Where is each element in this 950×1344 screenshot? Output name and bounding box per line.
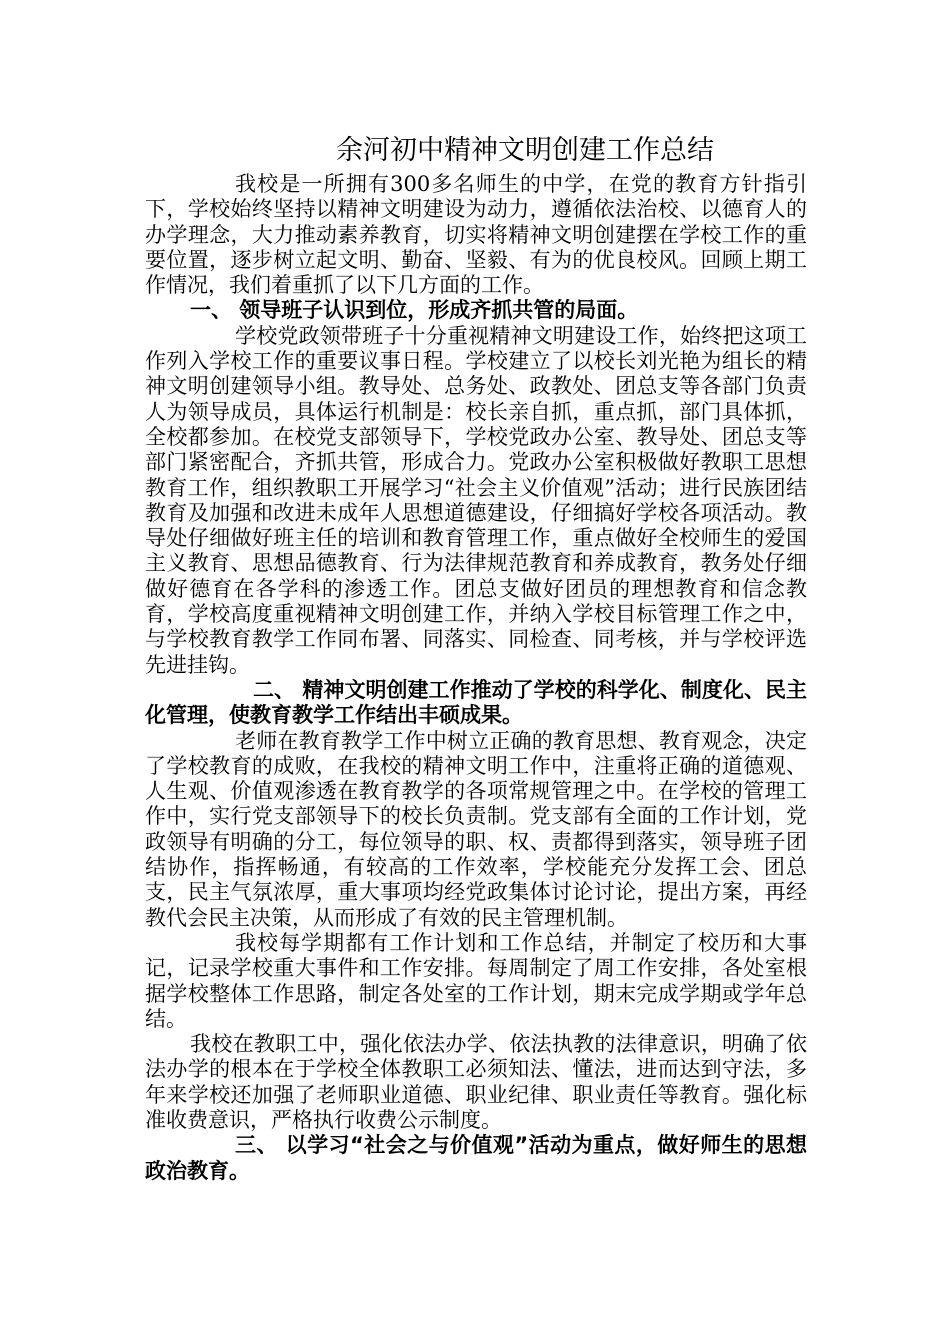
section-2-paragraph-3: 我校在教职工中，强化依法办学、依法执教的法律意识，明确了依法办学的根本在于学校全体教职工必须知法、懂法，进而达到守法，多年来学校还加强了老师职业道德、职业纪律、职业责任等教育。强化标准收费意识，严格执行收费公示制度。: [145, 1032, 807, 1132]
section-heading-2: 二、 精神文明创建工作推动了学校的科学化、制度化、民主化管理，使教育教学工作结出丰硕成果。: [145, 677, 807, 728]
section-2-paragraph-1: 老师在教育教学工作中树立正确的教育思想、教育观念，决定了学校教育的成败，在我校的精神文明工作中，注重将正确的道德观、人生观、价值观渗透在教育教学的各项常规管理之中。在学校的管理工作中，实行党支部领导下的校长负责制。党支部有全面的工作计划，党政领导有明确的分工，每位领导的职、权、责都得到落实，领导班子团结协作，指挥畅通，有较高的工作效率，学校能充分发挥工会、团总支，民主气氛浓厚，重大事项均经党政集体讨论讨论，提出方案，再经教代会民主决策，从而形成了有效的民主管理机制。: [145, 728, 807, 930]
section-heading-1: 一、 领导班子认识到位，形成齐抓共管的局面。: [190, 298, 639, 323]
intro-paragraph: 我校是一所拥有300多名师生的中学，在党的教育方针指引下，学校始终坚持以精神文明建设为动力，遵循依法治校、以德育人的办学理念，大力推动素养教育，切实将精神文明创建摆在学校工作的重要位置，逐步树立起文明、勤奋、坚毅、有为的优良校风。回顾上期工作情况，我们着重抓了以下几方面的工作。: [145, 172, 807, 298]
section-heading-3: 三、 以学习“社会之与价值观”活动为重点，做好师生的思想政治教育。: [145, 1133, 807, 1183]
document-body: [145, 172, 807, 1184]
section-2-paragraph-2: 我校每学期都有工作计划和工作总结，并制定了校历和大事记，记录学校重大事件和工作安排。每周制定了周工作安排，各处室根据学校整体工作思路，制定各处室的工作计划，期末完成学期或学年总结。: [145, 930, 807, 1031]
section-1-paragraph: 学校党政领带班子十分重视精神文明建设工作，始终把这项工作列入学校工作的重要议事日程。学校建立了以校长刘光艳为组长的精神文明创建领导小组。教导处、总务处、政教处、团总支等各部门负责人为领导成员，具体运行机制是：校长亲自抓，重点抓，部门具体抓，全校都参加。在校党支部领导下，学校党政办公室、教导处、团总支等部门紧密配合，齐抓共管，形成合力。党政办公室积极做好教职工思想教育工作，组织教职工开展学习“社会主义价值观”活动；进行民族团结教育及加强和改进未成年人思想道德建设，仔细搞好学校各项活动。教导处仔细做好班主任的培训和教育管理工作，重点做好全校师生的爱国主义教育、思想品德教育、行为法律规范教育和养成教育，教务处仔细做好德育在各学科的渗透工作。团总支做好团员的理想教育和信念教育，学校高度重视精神文明创建工作，并纳入学校目标管理工作之中，与学校教育教学工作同布署、同落实、同检查、同考核，并与学校评选先进挂钩。: [145, 323, 807, 677]
document-title: 余河初中精神文明创建工作总结: [336, 135, 714, 166]
